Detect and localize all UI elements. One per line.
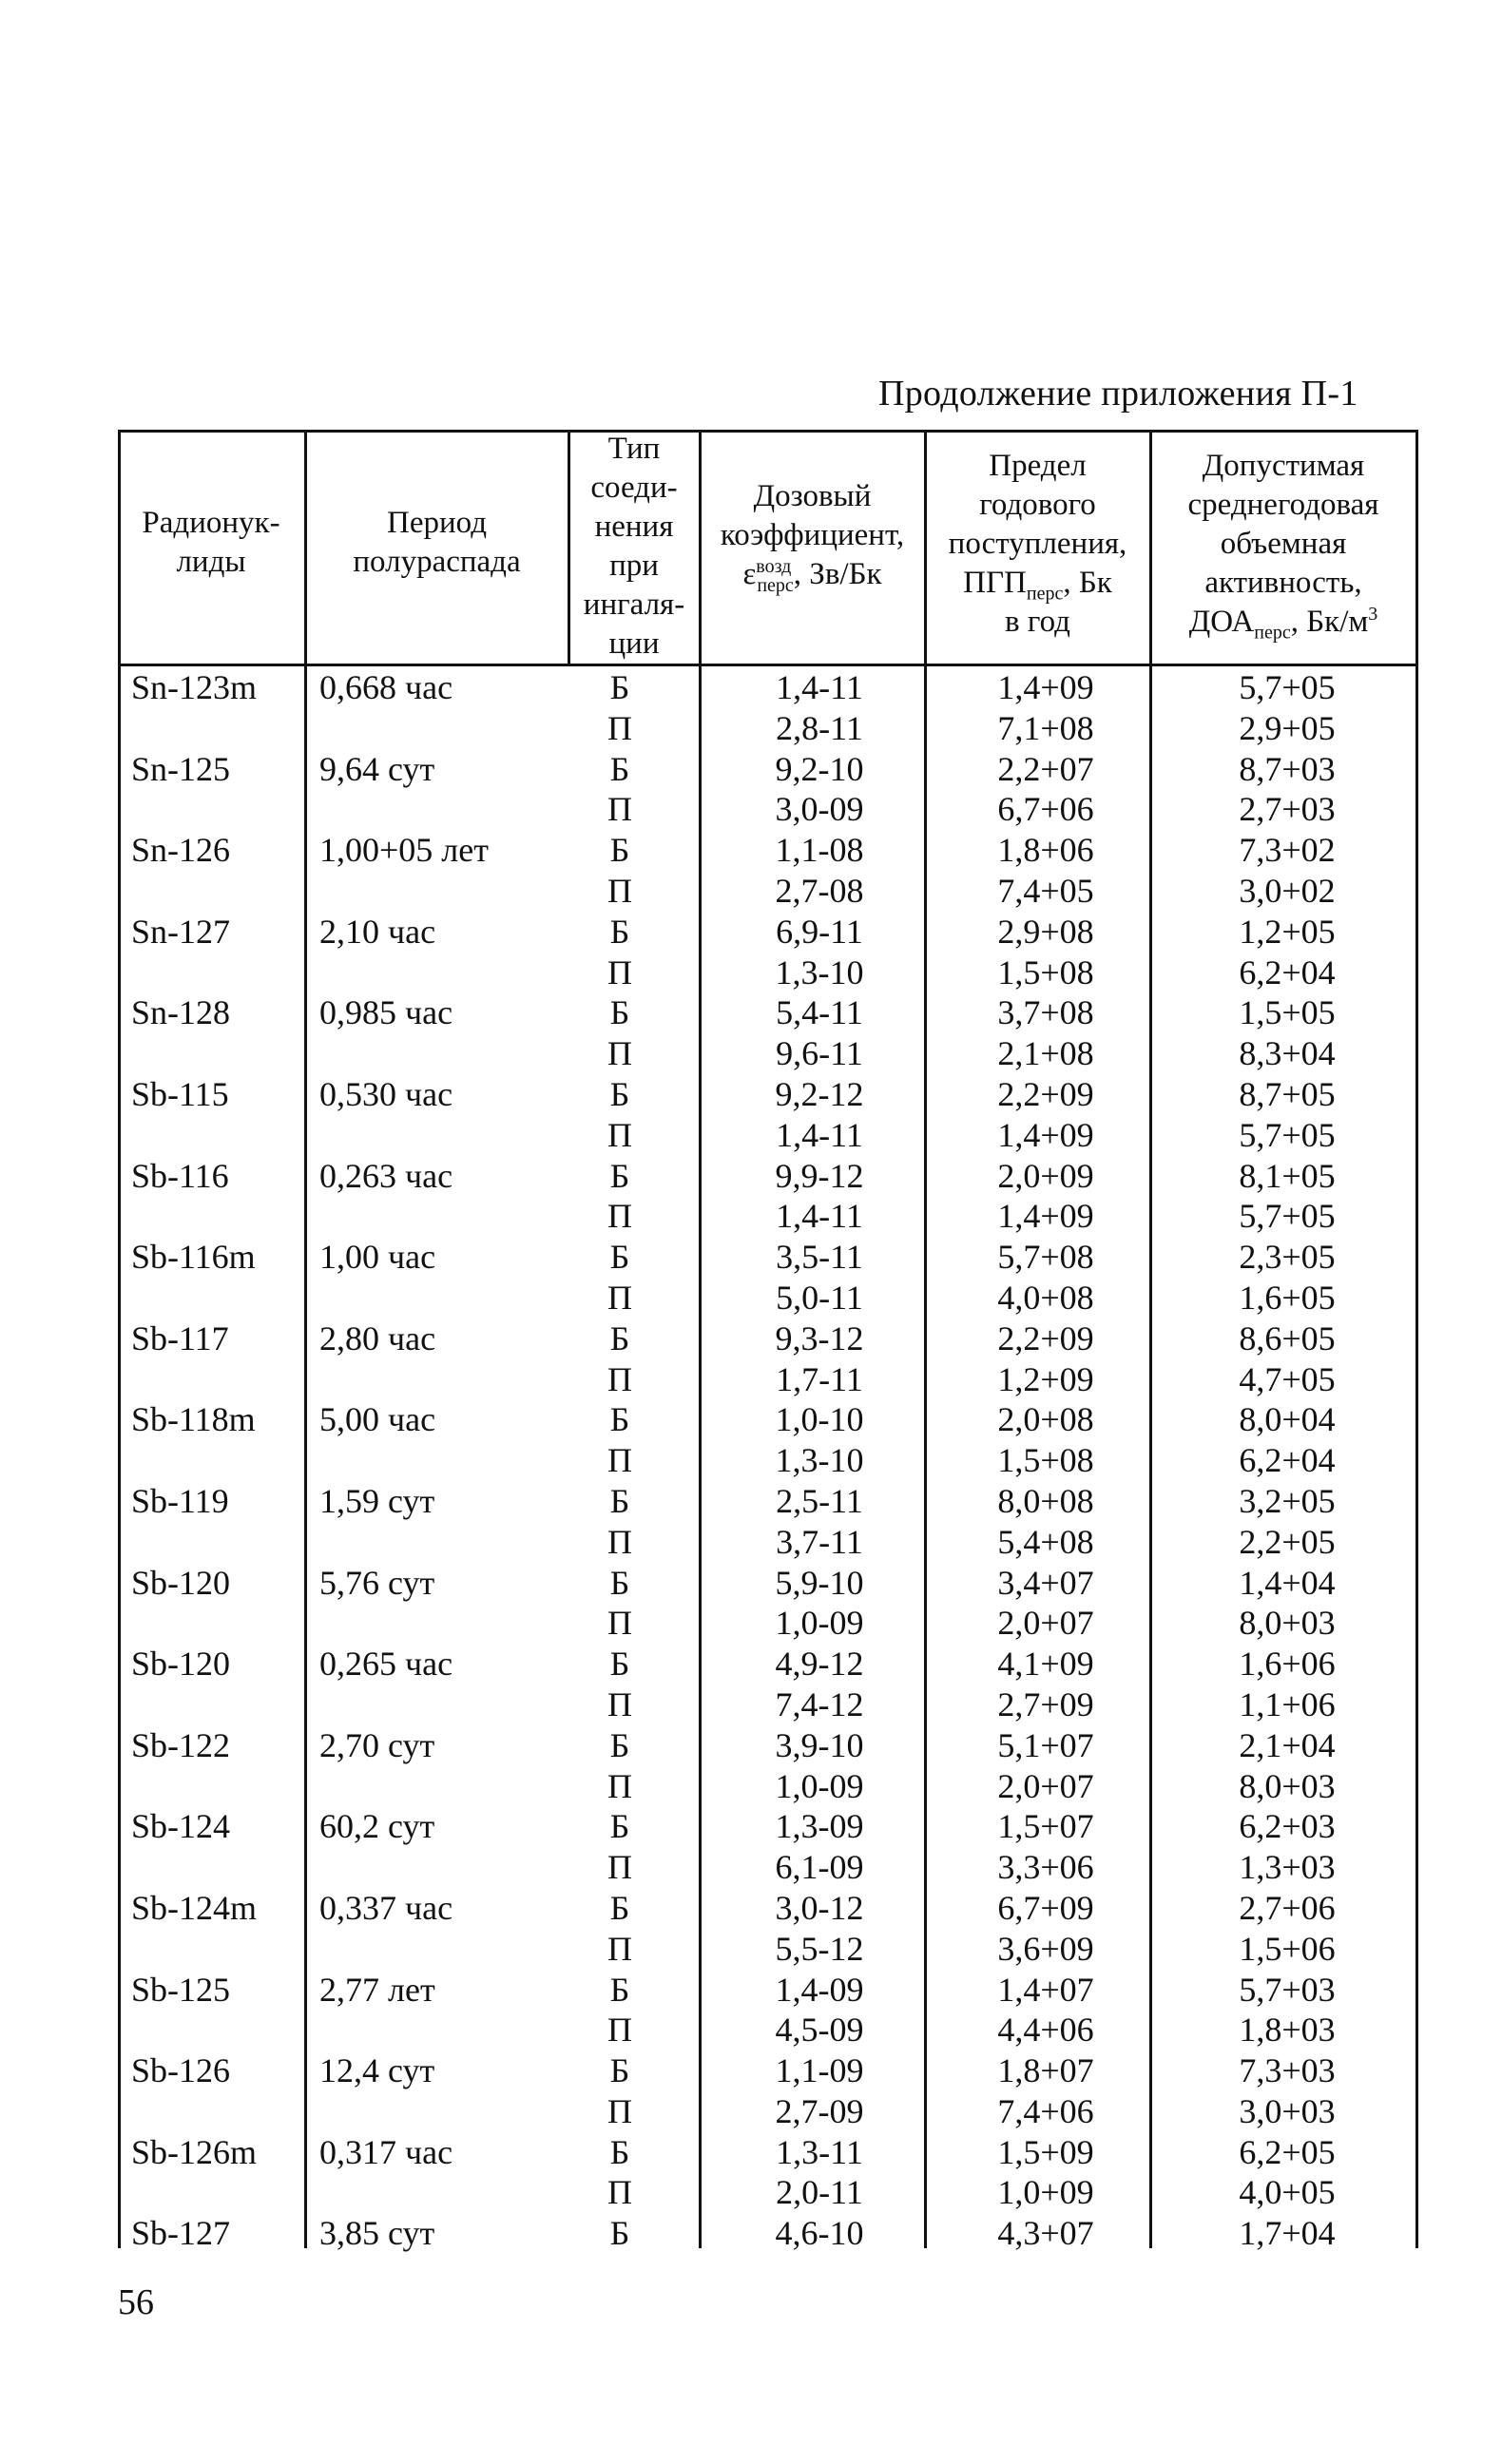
table-row bbox=[118, 1522, 1418, 1563]
cell-annual-intake: 5,1+07 bbox=[997, 1725, 1094, 1764]
cell-volume-activity: 5,7+03 bbox=[1239, 1970, 1336, 2009]
cell-dose-coefficient: 3,5-11 bbox=[776, 1238, 863, 1277]
table-row bbox=[118, 667, 1418, 708]
cell-half-life: 0,337 час bbox=[319, 1888, 453, 1927]
cell-volume-activity: 2,7+06 bbox=[1239, 1888, 1336, 1927]
cell-nuclide: Sb-118m bbox=[131, 1400, 256, 1439]
cell-compound-type: Б bbox=[609, 993, 630, 1032]
cell-annual-intake: 1,5+08 bbox=[997, 953, 1094, 991]
cell-compound-type: Б bbox=[609, 1238, 630, 1277]
header-compound-line: при bbox=[609, 549, 659, 583]
cell-annual-intake: 5,7+08 bbox=[997, 1238, 1094, 1277]
cell-volume-activity: 1,5+06 bbox=[1239, 1929, 1336, 1968]
table-row bbox=[118, 1970, 1418, 2011]
cell-annual-intake: 2,0+07 bbox=[997, 1766, 1094, 1805]
cell-compound-type: Б bbox=[609, 1888, 630, 1927]
cell-volume-activity: 6,2+03 bbox=[1239, 1807, 1336, 1846]
cell-volume-activity: 7,3+03 bbox=[1239, 2051, 1336, 2090]
table-row bbox=[118, 1481, 1418, 1522]
table-row bbox=[118, 1603, 1418, 1644]
cell-volume-activity: 3,2+05 bbox=[1239, 1481, 1336, 1520]
cell-volume-activity: 3,0+02 bbox=[1239, 871, 1336, 910]
cell-annual-intake: 4,3+07 bbox=[997, 2214, 1094, 2253]
header-intake-symbol bbox=[926, 564, 1149, 603]
table-body bbox=[118, 667, 1418, 2254]
header-compound-line: ингаля- bbox=[583, 587, 685, 622]
cell-volume-activity: 1,4+04 bbox=[1239, 1563, 1336, 1602]
cell-nuclide: Sb-115 bbox=[131, 1074, 229, 1113]
table-row bbox=[118, 871, 1418, 912]
cell-annual-intake: 2,2+09 bbox=[997, 1319, 1094, 1357]
cell-volume-activity: 4,0+05 bbox=[1239, 2173, 1336, 2212]
cell-half-life: 2,10 час bbox=[319, 912, 436, 951]
header-intake-line: поступления, bbox=[948, 527, 1127, 561]
cell-volume-activity: 8,1+05 bbox=[1239, 1156, 1336, 1195]
cell-compound-type: Б bbox=[609, 1563, 630, 1602]
header-compound-line: нения bbox=[594, 510, 674, 544]
header-activity-symbol bbox=[1151, 603, 1415, 642]
header-nuclide-line: лиды bbox=[176, 545, 246, 579]
cell-volume-activity: 1,3+03 bbox=[1239, 1848, 1336, 1887]
cell-half-life: 0,317 час bbox=[319, 2132, 453, 2171]
header-half-life-line: Период bbox=[387, 506, 487, 540]
cell-dose-coefficient: 4,5-09 bbox=[775, 2011, 864, 2050]
cell-annual-intake: 1,4+09 bbox=[997, 1197, 1094, 1236]
table-row bbox=[118, 1806, 1418, 1847]
cell-nuclide: Sb-125 bbox=[131, 1970, 231, 2009]
cell-annual-intake: 5,4+08 bbox=[997, 1522, 1094, 1561]
header-dose-sub: перс bbox=[757, 574, 794, 596]
cell-compound-type: Б bbox=[609, 1725, 630, 1764]
cell-dose-coefficient: 1,4-11 bbox=[776, 1197, 863, 1236]
cell-annual-intake: 8,0+08 bbox=[997, 1481, 1094, 1520]
cell-nuclide: Sn-126 bbox=[131, 831, 231, 870]
cell-compound-type: П bbox=[607, 2173, 632, 2212]
table-row bbox=[118, 1115, 1418, 1156]
cell-annual-intake: 4,0+08 bbox=[997, 1278, 1094, 1317]
cell-compound-type: Б bbox=[609, 1970, 630, 2009]
cell-volume-activity: 1,5+05 bbox=[1239, 993, 1336, 1032]
cell-half-life: 12,4 сут bbox=[319, 2051, 435, 2090]
header-nuclide bbox=[118, 504, 304, 582]
cell-compound-type: Б bbox=[609, 668, 630, 706]
cell-nuclide: Sn-128 bbox=[131, 993, 231, 1032]
cell-half-life: 5,00 час bbox=[319, 1400, 436, 1439]
cell-compound-type: Б bbox=[609, 1156, 630, 1195]
table-row bbox=[118, 1847, 1418, 1888]
cell-volume-activity: 8,3+04 bbox=[1239, 1034, 1336, 1073]
cell-annual-intake: 2,2+09 bbox=[997, 1074, 1094, 1113]
cell-nuclide: Sb-117 bbox=[131, 1319, 229, 1357]
table-row bbox=[118, 1196, 1418, 1237]
table-row bbox=[118, 1644, 1418, 1684]
cell-dose-coefficient: 1,3-10 bbox=[775, 953, 864, 991]
cell-volume-activity: 2,3+05 bbox=[1239, 1238, 1336, 1277]
cell-volume-activity: 2,7+03 bbox=[1239, 790, 1336, 829]
cell-dose-coefficient: 2,5-11 bbox=[776, 1481, 863, 1520]
cell-compound-type: П bbox=[607, 1197, 632, 1236]
table-row bbox=[118, 1237, 1418, 1278]
table-row bbox=[118, 1278, 1418, 1319]
header-activity-sup: 3 bbox=[1368, 604, 1378, 625]
cell-dose-coefficient: 3,0-09 bbox=[775, 790, 864, 829]
cell-half-life: 0,263 час bbox=[319, 1156, 453, 1195]
cell-volume-activity: 6,2+04 bbox=[1239, 1441, 1336, 1480]
header-activity-line: объемная bbox=[1220, 527, 1347, 561]
cell-compound-type: П bbox=[607, 790, 632, 829]
header-activity-line: Допустимая bbox=[1202, 449, 1365, 483]
cell-annual-intake: 2,9+08 bbox=[997, 912, 1094, 951]
cell-compound-type: Б bbox=[609, 749, 630, 788]
cell-nuclide: Sb-122 bbox=[131, 1725, 231, 1764]
cell-compound-type: П bbox=[607, 1278, 632, 1317]
cell-compound-type: П bbox=[607, 953, 632, 991]
cell-dose-coefficient: 3,0-12 bbox=[775, 1888, 864, 1927]
cell-dose-coefficient: 1,4-11 bbox=[776, 1115, 863, 1154]
cell-dose-coefficient: 1,1-08 bbox=[775, 831, 864, 870]
header-nuclide-line: Радионук- bbox=[142, 506, 280, 540]
cell-compound-type: Б bbox=[609, 1400, 630, 1439]
cell-compound-type: П bbox=[607, 1359, 632, 1398]
cell-dose-coefficient: 5,5-12 bbox=[775, 1929, 864, 1968]
table-row bbox=[118, 2213, 1418, 2254]
cell-annual-intake: 1,2+09 bbox=[997, 1359, 1094, 1398]
cell-compound-type: П bbox=[607, 2011, 632, 2050]
cell-half-life: 60,2 сут bbox=[319, 1807, 435, 1846]
cell-half-life: 0,265 час bbox=[319, 1645, 453, 1684]
table-row bbox=[118, 830, 1418, 871]
cell-compound-type: П bbox=[607, 1684, 632, 1723]
cell-annual-intake: 1,8+06 bbox=[997, 831, 1094, 870]
header-activity-abbr: ДОА bbox=[1188, 605, 1255, 639]
cell-nuclide: Sb-126m bbox=[131, 2132, 258, 2171]
cell-annual-intake: 1,8+07 bbox=[997, 2051, 1094, 2090]
header-dose-line: коэффициент, bbox=[720, 518, 905, 552]
cell-nuclide: Sn-125 bbox=[131, 749, 231, 788]
cell-annual-intake: 7,4+05 bbox=[997, 871, 1094, 910]
cell-dose-coefficient: 3,9-10 bbox=[775, 1725, 864, 1764]
table-row bbox=[118, 1888, 1418, 1929]
cell-annual-intake: 3,3+06 bbox=[997, 1848, 1094, 1887]
cell-volume-activity: 8,7+05 bbox=[1239, 1074, 1336, 1113]
table-top-border bbox=[118, 430, 1418, 433]
table-row bbox=[118, 1440, 1418, 1481]
cell-dose-coefficient: 1,1-09 bbox=[775, 2051, 864, 2090]
cell-annual-intake: 2,1+08 bbox=[997, 1034, 1094, 1073]
cell-volume-activity: 5,7+05 bbox=[1239, 1197, 1336, 1236]
header-annual-intake bbox=[926, 447, 1149, 642]
cell-dose-coefficient: 7,4-12 bbox=[775, 1684, 864, 1723]
cell-compound-type: Б bbox=[609, 2132, 630, 2171]
header-dose-symbol bbox=[701, 555, 924, 594]
header-volume-activity bbox=[1151, 447, 1415, 642]
header-intake-line: Предел bbox=[989, 449, 1087, 483]
cell-volume-activity: 1,6+05 bbox=[1239, 1278, 1336, 1317]
header-compound-line: соеди- bbox=[590, 471, 678, 505]
cell-nuclide: Sb-127 bbox=[131, 2214, 231, 2253]
header-activity-line: активность, bbox=[1204, 566, 1362, 600]
cell-compound-type: Б bbox=[609, 1074, 630, 1113]
cell-annual-intake: 4,1+09 bbox=[997, 1645, 1094, 1684]
cell-half-life: 0,668 час bbox=[319, 668, 453, 706]
cell-annual-intake: 2,2+07 bbox=[997, 749, 1094, 788]
cell-volume-activity: 1,1+06 bbox=[1239, 1684, 1336, 1723]
cell-annual-intake: 3,7+08 bbox=[997, 993, 1094, 1032]
cell-compound-type: П bbox=[607, 1929, 632, 1968]
table-row bbox=[118, 912, 1418, 953]
cell-nuclide: Sb-126 bbox=[131, 2051, 231, 2090]
table-row bbox=[118, 789, 1418, 830]
cell-annual-intake: 4,4+06 bbox=[997, 2011, 1094, 2050]
cell-half-life: 2,70 сут bbox=[319, 1725, 435, 1764]
header-compound-line: ции bbox=[608, 626, 660, 661]
table-row bbox=[118, 1766, 1418, 1807]
cell-dose-coefficient: 2,8-11 bbox=[776, 708, 863, 747]
cell-compound-type: Б bbox=[609, 1319, 630, 1357]
table-row bbox=[118, 708, 1418, 749]
table-row bbox=[118, 1156, 1418, 1197]
cell-volume-activity: 8,0+03 bbox=[1239, 1766, 1336, 1805]
table-row bbox=[118, 1359, 1418, 1400]
cell-compound-type: Б bbox=[609, 831, 630, 870]
cell-half-life: 9,64 сут bbox=[319, 749, 435, 788]
table-caption: Продолжение приложения П-1 bbox=[878, 374, 1358, 414]
cell-half-life: 1,00+05 лет bbox=[319, 831, 489, 870]
cell-volume-activity: 6,2+05 bbox=[1239, 2132, 1336, 2171]
cell-dose-coefficient: 5,9-10 bbox=[775, 1563, 864, 1602]
table-row bbox=[118, 1563, 1418, 1604]
cell-annual-intake: 6,7+09 bbox=[997, 1888, 1094, 1927]
data-table bbox=[118, 430, 1418, 2253]
cell-nuclide: Sb-119 bbox=[131, 1481, 229, 1520]
cell-volume-activity: 2,9+05 bbox=[1239, 708, 1336, 747]
cell-dose-coefficient: 2,7-09 bbox=[775, 2091, 864, 2130]
header-compound-line: Тип bbox=[607, 432, 661, 466]
cell-annual-intake: 1,0+09 bbox=[997, 2173, 1094, 2212]
header-intake-line: годового bbox=[979, 488, 1096, 522]
cell-dose-coefficient: 9,2-12 bbox=[775, 1074, 864, 1113]
cell-dose-coefficient: 4,6-10 bbox=[775, 2214, 864, 2253]
cell-dose-coefficient: 9,9-12 bbox=[775, 1156, 864, 1195]
header-half-life-line: полураспада bbox=[353, 545, 521, 579]
header-activity-unit: , Бк/м bbox=[1290, 605, 1369, 639]
cell-annual-intake: 2,0+08 bbox=[997, 1400, 1094, 1439]
cell-dose-coefficient: 1,0-09 bbox=[775, 1766, 864, 1805]
cell-volume-activity: 2,1+04 bbox=[1239, 1725, 1336, 1764]
table-row bbox=[118, 749, 1418, 790]
header-compound-type bbox=[569, 430, 699, 664]
cell-dose-coefficient: 1,4-11 bbox=[776, 668, 863, 706]
cell-annual-intake: 1,5+09 bbox=[997, 2132, 1094, 2171]
cell-volume-activity: 3,0+03 bbox=[1239, 2091, 1336, 2130]
cell-volume-activity: 8,0+03 bbox=[1239, 1604, 1336, 1643]
cell-volume-activity: 1,8+03 bbox=[1239, 2011, 1336, 2050]
cell-compound-type: П bbox=[607, 1766, 632, 1805]
cell-compound-type: П bbox=[607, 1441, 632, 1480]
cell-annual-intake: 3,6+09 bbox=[997, 1929, 1094, 1968]
cell-compound-type: Б bbox=[609, 1645, 630, 1684]
cell-compound-type: П bbox=[607, 1848, 632, 1887]
cell-compound-type: П bbox=[607, 871, 632, 910]
cell-dose-coefficient: 1,0-09 bbox=[775, 1604, 864, 1643]
cell-volume-activity: 8,7+03 bbox=[1239, 749, 1336, 788]
cell-volume-activity: 5,7+05 bbox=[1239, 1115, 1336, 1154]
cell-compound-type: П bbox=[607, 1604, 632, 1643]
cell-dose-coefficient: 1,0-10 bbox=[775, 1400, 864, 1439]
table-row bbox=[118, 1074, 1418, 1115]
cell-dose-coefficient: 1,3-11 bbox=[776, 2132, 863, 2171]
cell-nuclide: Sb-120 bbox=[131, 1645, 231, 1684]
cell-volume-activity: 1,2+05 bbox=[1239, 912, 1336, 951]
header-dose-coefficient bbox=[701, 477, 924, 594]
cell-dose-coefficient: 3,7-11 bbox=[776, 1522, 863, 1561]
cell-annual-intake: 1,5+07 bbox=[997, 1807, 1094, 1846]
table-row bbox=[118, 992, 1418, 1033]
cell-nuclide: Sb-124 bbox=[131, 1807, 231, 1846]
cell-compound-type: П bbox=[607, 1115, 632, 1154]
table-row bbox=[118, 1929, 1418, 1970]
table-row bbox=[118, 1725, 1418, 1766]
table-row bbox=[118, 1399, 1418, 1440]
header-dose-line: Дозовый bbox=[753, 479, 872, 513]
cell-compound-type: П bbox=[607, 708, 632, 747]
cell-dose-coefficient: 2,0-11 bbox=[776, 2173, 863, 2212]
cell-compound-type: Б bbox=[609, 912, 630, 951]
cell-nuclide: Sn-123m bbox=[131, 668, 258, 706]
cell-half-life: 1,59 сут bbox=[319, 1481, 435, 1520]
cell-compound-type: Б bbox=[609, 2051, 630, 2090]
header-activity-sub: перс bbox=[1254, 622, 1291, 644]
header-half-life bbox=[306, 504, 568, 582]
cell-annual-intake: 2,0+09 bbox=[997, 1156, 1094, 1195]
table-row bbox=[118, 2050, 1418, 2091]
cell-volume-activity: 5,7+05 bbox=[1239, 668, 1336, 706]
cell-volume-activity: 8,0+04 bbox=[1239, 1400, 1336, 1439]
cell-volume-activity: 1,6+06 bbox=[1239, 1645, 1336, 1684]
cell-dose-coefficient: 1,4-09 bbox=[775, 1970, 864, 2009]
header-activity-line: среднегодовая bbox=[1187, 488, 1379, 522]
cell-dose-coefficient: 9,6-11 bbox=[776, 1034, 863, 1073]
cell-annual-intake: 2,0+07 bbox=[997, 1604, 1094, 1643]
cell-compound-type: П bbox=[607, 2091, 632, 2130]
cell-half-life: 0,530 час bbox=[319, 1074, 453, 1113]
cell-half-life: 2,80 час bbox=[319, 1319, 436, 1357]
cell-compound-type: Б bbox=[609, 1807, 630, 1846]
cell-dose-coefficient: 1,3-10 bbox=[775, 1441, 864, 1480]
cell-half-life: 3,85 сут bbox=[319, 2214, 435, 2253]
table-row bbox=[118, 2010, 1418, 2050]
cell-compound-type: П bbox=[607, 1034, 632, 1073]
header-intake-sub: перс bbox=[1026, 583, 1064, 605]
table-row bbox=[118, 2132, 1418, 2173]
cell-volume-activity: 4,7+05 bbox=[1239, 1359, 1336, 1398]
page-number: 56 bbox=[118, 2282, 154, 2322]
cell-annual-intake: 7,4+06 bbox=[997, 2091, 1094, 2130]
header-dose-unit: , Зв/Бк bbox=[793, 557, 882, 591]
cell-dose-coefficient: 9,3-12 bbox=[775, 1319, 864, 1357]
cell-half-life: 0,985 час bbox=[319, 993, 453, 1032]
cell-volume-activity: 1,7+04 bbox=[1239, 2214, 1336, 2253]
cell-volume-activity: 6,2+04 bbox=[1239, 953, 1336, 991]
header-intake-abbr: ПГП bbox=[963, 566, 1027, 600]
cell-annual-intake: 1,5+08 bbox=[997, 1441, 1094, 1480]
header-dose-eps: ε bbox=[742, 557, 757, 591]
table-row bbox=[118, 1684, 1418, 1725]
cell-annual-intake: 1,4+09 bbox=[997, 668, 1094, 706]
table-row bbox=[118, 2091, 1418, 2132]
table-row bbox=[118, 2172, 1418, 2213]
cell-dose-coefficient: 5,4-11 bbox=[776, 993, 863, 1032]
cell-annual-intake: 2,7+09 bbox=[997, 1684, 1094, 1723]
cell-half-life: 5,76 сут bbox=[319, 1563, 435, 1602]
cell-volume-activity: 2,2+05 bbox=[1239, 1522, 1336, 1561]
header-bottom-border bbox=[118, 664, 1418, 666]
cell-dose-coefficient: 6,9-11 bbox=[776, 912, 863, 951]
cell-annual-intake: 7,1+08 bbox=[997, 708, 1094, 747]
cell-nuclide: Sb-116m bbox=[131, 1238, 256, 1277]
header-intake-unit: , Бк bbox=[1063, 566, 1112, 600]
cell-dose-coefficient: 1,3-09 bbox=[775, 1807, 864, 1846]
cell-half-life: 1,00 час bbox=[319, 1238, 436, 1277]
cell-dose-coefficient: 4,9-12 bbox=[775, 1645, 864, 1684]
cell-dose-coefficient: 6,1-09 bbox=[775, 1848, 864, 1887]
cell-nuclide: Sb-124m bbox=[131, 1888, 258, 1927]
cell-half-life: 2,77 лет bbox=[319, 1970, 435, 2009]
cell-compound-type: Б bbox=[609, 2214, 630, 2253]
table-row bbox=[118, 1033, 1418, 1074]
cell-annual-intake: 1,4+09 bbox=[997, 1115, 1094, 1154]
cell-annual-intake: 3,4+07 bbox=[997, 1563, 1094, 1602]
cell-nuclide: Sb-116 bbox=[131, 1156, 229, 1195]
cell-compound-type: П bbox=[607, 1522, 632, 1561]
cell-nuclide: Sb-120 bbox=[131, 1563, 231, 1602]
table-row bbox=[118, 953, 1418, 993]
header-intake-line: в год bbox=[1005, 605, 1070, 639]
cell-annual-intake: 1,4+07 bbox=[997, 1970, 1094, 2009]
header-dose-sup: возд bbox=[756, 556, 792, 577]
cell-dose-coefficient: 9,2-10 bbox=[775, 749, 864, 788]
cell-annual-intake: 6,7+06 bbox=[997, 790, 1094, 829]
cell-volume-activity: 8,6+05 bbox=[1239, 1319, 1336, 1357]
cell-nuclide: Sn-127 bbox=[131, 912, 231, 951]
cell-volume-activity: 7,3+02 bbox=[1239, 831, 1336, 870]
cell-compound-type: Б bbox=[609, 1481, 630, 1520]
cell-dose-coefficient: 1,7-11 bbox=[776, 1359, 863, 1398]
table-row bbox=[118, 1319, 1418, 1359]
cell-dose-coefficient: 2,7-08 bbox=[775, 871, 864, 910]
cell-dose-coefficient: 5,0-11 bbox=[776, 1278, 863, 1317]
